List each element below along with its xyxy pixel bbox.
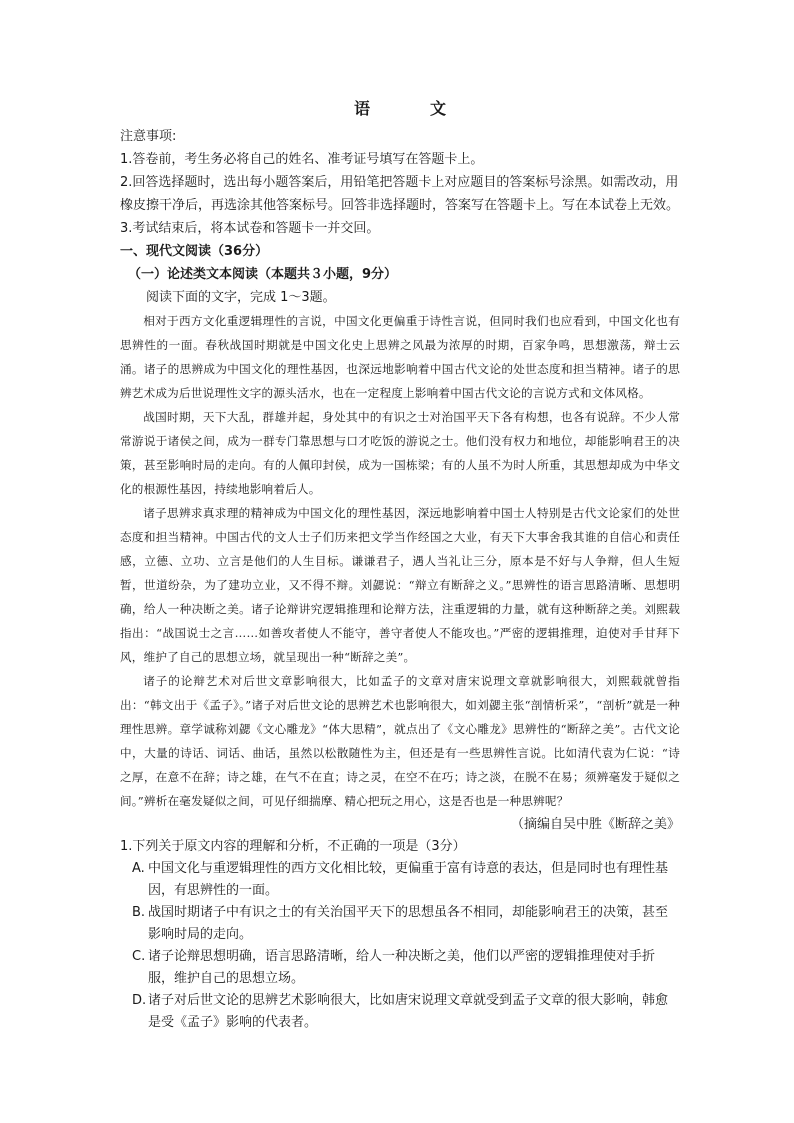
option-text: 诸子对后世文论的思辨艺术影响很大，比如唐宋说理文章就受到孟子文章的很大影响，韩愈是受《孟子》影响的代表者。 — [148, 993, 669, 1030]
notice-item: 1.答卷前，考生务必将自己的姓名、准考证号填写在答题卡上。 — [120, 152, 484, 167]
passage-paragraph: 相对于西方文化重逻辑理性的言说，中国文化更偏重于诗性言说，但同时我们也应看到，中国文化也有思辨性的一面。春秋战国时期就是中国文化史上思辨之风最为浓厚的时期，百家争鸣，思想激荡，辩士云涌。诸子的思辨成为中国文化的理性基因，也深远地影响着中国古代文论的处世态度和担当精神。诸子的思辨艺术成为后世说理性文字的源头活水，也在一定程度上影响着中国古代文论的言说方式和文体风格。 — [120, 314, 680, 400]
section-subheading: （一）论述类文本阅读（本题共３小题，9分） — [128, 267, 398, 282]
exam-page — [120, 96, 680, 1034]
notice-item: 2.回答选择题时，选出每小题答案后，用铅笔把答题卡上对应题目的答案标号涂黑。如需改动，用橡皮擦干净后，再选涂其他答案标号。回答非选择题时，答案写在答题卡上。写在本试卷上无效。 — [120, 175, 680, 213]
passage-source: （摘编自吴中胜《断辞之美》 — [510, 817, 680, 832]
notice-heading: 注意事项: — [120, 129, 177, 144]
passage-paragraph: 诸子的论辩艺术对后世文章影响很大，比如孟子的文章对唐宋说理文章就影响很大，刘熙载就曾指出：“韩文出于《孟子》。”诸子对后世文论的思辨艺术也影响很大，如刘勰主张“剖情析采”，“剖析”就是一种理性思辨。章学诚称刘勰《文心雕龙》“体大思精”，就点出了《文心雕龙》思辨性的“断辞之美”。古代文论中，大量的诗话、词话、曲话，虽然以松散随性为主，但还是有一些思辨性言说。比如清代袁为仁说：“诗之厚，在意不在辞；诗之雄，在气不在直；诗之灵，在空不在巧；诗之淡，在脱不在易；须辨毫发于疑似之间。”辨析在毫发疑似之间，可见仔细揣摩、精心把玩之用心，这是否也是一种思辨呢？ — [120, 674, 680, 808]
reading-passage — [120, 309, 680, 813]
passage-paragraph: 诸子思辨求真求理的精神成为中国文化的理性基因，深远地影响着中国士人特别是古代文论家们的处世态度和担当精神。中国古代的文人士子们历来把文学当作经国之大业，有天下大事舍我其谁的自信心和责任感，立德、立功、立言是他们的人生目标。谦谦君子，遇人当礼让三分，原本是不好与人争辩，但人生短暂，世道纷杂，为了建功立业，又不得不辩。刘勰说：“辩立有断辞之义。”思辨性的语言思路清晰、思想明确，给人一种决断之美。诸子论辩讲究逻辑推理和论辩方法，注重逻辑的力量，就有这种断辞之美。刘熙载指出：“战国说士之言……如善攻者使人不能守，善守者使人不能攻也。”严密的逻辑推理，迫使对手甘拜下风，维护了自己的思想立场，就呈现出一种“断辞之美”。 — [120, 506, 680, 664]
option-text: 诸子论辩思想明确，语言思路清晰，给人一种决断之美，他们以严密的逻辑推理使对手折服，维护自己的思想立场。 — [148, 949, 656, 986]
notice-item: 3.考试结束后，将本试卷和答题卡一并交回。 — [120, 221, 380, 236]
notice-block — [120, 125, 680, 240]
option-d[interactable] — [120, 990, 680, 1034]
question-1 — [120, 836, 680, 1034]
reading-instruction: 阅读下面的文字，完成 1～3题。 — [146, 290, 336, 305]
section-heading: 一、现代文阅读（36分） — [120, 244, 269, 259]
page-title: 语 文 — [353, 99, 468, 118]
option-a[interactable] — [120, 858, 680, 902]
option-label: B. — [132, 905, 146, 920]
option-b[interactable] — [120, 902, 680, 946]
option-label: A. — [132, 861, 145, 876]
option-text: 中国文化与重逻辑理性的西方文化相比较，更偏重于富有诗意的表达，但是同时也有理性基因，有思辨性的一面。 — [148, 861, 669, 898]
option-text: 战国时期诸子中有识之士的有关治国平天下的思想虽各不相同，却能影响君王的决策，甚至影响时局的走向。 — [148, 905, 669, 942]
option-c[interactable] — [120, 946, 680, 990]
option-label: C. — [132, 949, 146, 964]
passage-paragraph: 战国时期，天下大乱，群雄并起，身处其中的有识之士对治国平天下各有构想，也各有说辞。不少人常常游说于诸侯之间，成为一群专门靠思想与口才吃饭的游说之士。他们没有权力和地位，却能影响君王的决策，甚至影响时局的走向。有的人佩印封侯，成为一国栋梁；有的人虽不为时人所重，其思想却成为中华文化的根源性基因，持续地影响着后人。 — [120, 410, 680, 496]
option-label: D. — [132, 993, 147, 1008]
question-stem: 1.下列关于原文内容的理解和分析，不正确的一项是（3分） — [120, 839, 466, 854]
